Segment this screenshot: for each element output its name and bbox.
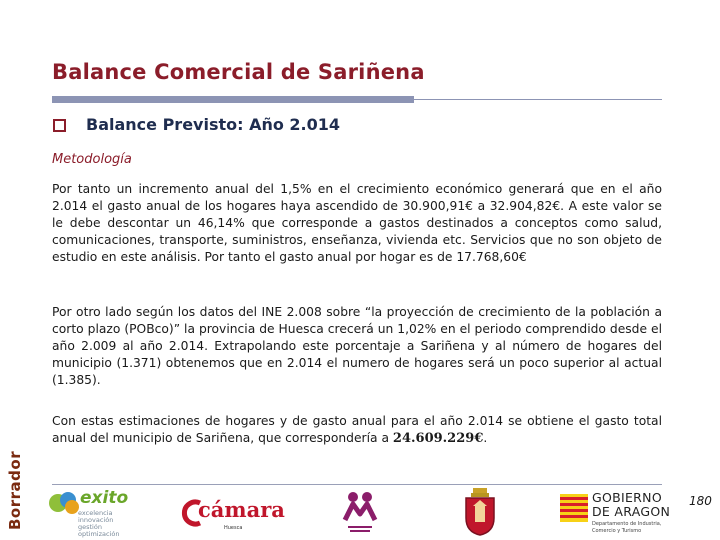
title-underline-line — [414, 99, 662, 100]
page-number: 180 — [689, 494, 712, 508]
exito-logo — [48, 488, 138, 536]
exito-line-3: gestión — [78, 523, 102, 531]
camara-logo — [180, 494, 285, 536]
methodology-label: Metodología — [52, 152, 132, 167]
exito-wordmark: exito — [80, 488, 129, 508]
aragon-flag-icon — [560, 494, 588, 522]
section-subtitle: Balance Previsto: Año 2.014 — [86, 115, 341, 134]
gobierno-aragon-logo — [560, 490, 672, 536]
exito-line-4: optimización — [78, 530, 120, 538]
footer-divider — [52, 484, 662, 485]
aragon-line-1: GOBIERNO — [592, 490, 662, 505]
paragraph-total — [52, 413, 662, 447]
paragraph-population: Por otro lado según los datos del INE 2.008 sobre “la proyección de crecimiento de la población a corto plazo (POBco)” la provincia de Huesca crecerá un 1,02% en el periodo comprendido desde el año 2.009 al año 2.014. Extrapolando este porcentaje a Sariñena y al número de hogares del municipio (1.371) obtenemos que en 2.014 el numero de hogares será un poco superior al actual (1.385). — [52, 305, 662, 387]
aragon-sub-2: Comercio y Turismo — [592, 528, 642, 534]
camara-wordmark: cámara — [198, 497, 285, 522]
total-expense-value: 24.609.229€ — [392, 431, 484, 446]
aragon-line-2: DE ARAGON — [592, 504, 671, 519]
exito-line-2: innovación — [78, 516, 114, 524]
draft-watermark: Borrador — [6, 450, 24, 530]
paragraph-expense: Por tanto un incremento anual del 1,5% en el crecimiento económico generará que en el año 2.014 el gasto anual de los hogares haya ascendido de 30.900,91€ a 32.904,82€. A este valor se le debe descontar un 46,14% que corresponde a gastos destinados a conceptos como salud, comunicaciones, transporte, suministros, enseñanza, vivienda etc. Servicios que no son objeto de estudio en este análisis. Por tanto el gasto anual por hogar es de 17.768,60€ — [52, 182, 662, 264]
coat-of-arms-icon — [462, 488, 498, 536]
exito-line-1: excelencia — [78, 509, 113, 517]
women-figures-icon — [342, 490, 378, 536]
aragon-sub-1: Departamento de Industria, — [592, 521, 662, 527]
page-title: Balance Comercial de Sariñena — [52, 60, 425, 84]
exito-emblem-icon — [48, 490, 82, 516]
paragraph-total-text: Con estas estimaciones de hogares y de gasto anual para el año 2.014 se obtiene el gasto total anual del municipio de Sariñena, que correspondería a — [52, 414, 662, 445]
square-bullet-icon — [53, 119, 66, 132]
camara-sub: Huesca — [224, 525, 243, 531]
title-underline-bar — [52, 96, 414, 103]
women-association-logo — [342, 490, 378, 536]
paragraph-total-end: . — [483, 431, 488, 445]
